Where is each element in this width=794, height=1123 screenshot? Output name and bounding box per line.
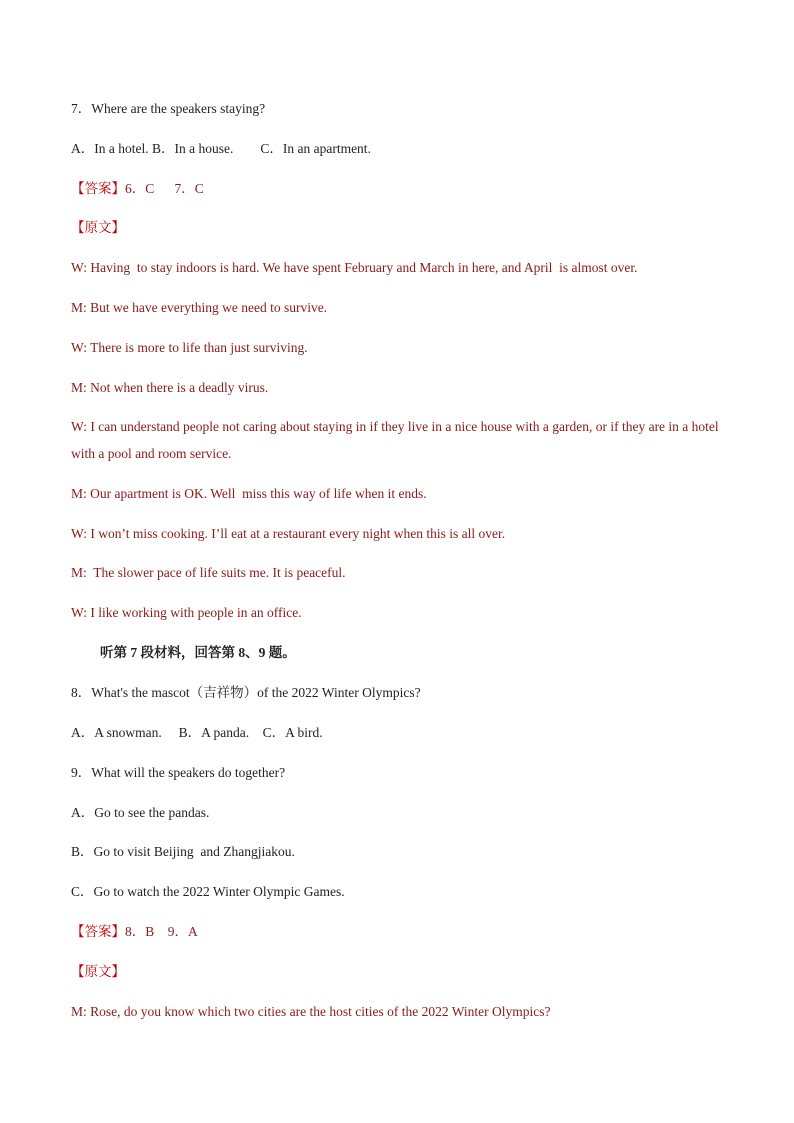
answer-tag: 【答案】 [71, 181, 125, 196]
question-8: 8．What's the mascot（吉祥物）of the 2022 Winter Olympics? [71, 685, 421, 700]
transcript-line: W: Having to stay indoors is hard. We have spent February and March in here, and April is almost over. [71, 260, 638, 275]
answer-line-1 [71, 175, 734, 202]
transcript-line: M: The slower pace of life suits me. It is peaceful. [71, 565, 346, 580]
question-9: 9．What will the speakers do together? [71, 765, 286, 780]
answer-value: 6．C 7．C [125, 181, 204, 196]
transcript-line: W: There is more to life than just surviving. [71, 340, 308, 355]
transcript-line: M: Not when there is a deadly virus. [71, 380, 269, 395]
question-7-options: A．In a hotel. B．In a house. C．In an apartment. [71, 141, 371, 156]
transcript-line: W: I won’t miss cooking. I’ll eat at a restaurant every night when this is all over. [71, 526, 506, 541]
question-7: 7．Where are the speakers staying? [71, 101, 266, 116]
transcript-line: W: I can understand people not caring about staying in if they live in a nice house with a garden, or if they are in a hotel with a pool and room service. [71, 419, 719, 461]
transcript-line: M: Our apartment is OK. Well miss this way of life when it ends. [71, 486, 427, 501]
answer-value: 8．B 9．A [125, 924, 198, 939]
transcript-line: W: I like working with people in an office. [71, 605, 302, 620]
section-heading: 听第 7 段材料，回答第 8、9 题。 [100, 645, 296, 660]
question-9-option-b: B．Go to visit Beijing and Zhangjiakou. [71, 844, 295, 859]
original-tag: 【原文】 [71, 220, 125, 235]
answer-line-2 [71, 918, 734, 945]
question-9-option-a: A．Go to see the pandas. [71, 805, 210, 820]
original-tag: 【原文】 [71, 964, 125, 979]
question-9-option-c: C．Go to watch the 2022 Winter Olympic Games. [71, 884, 345, 899]
answer-tag: 【答案】 [71, 924, 125, 939]
transcript-line: M: But we have everything we need to survive. [71, 300, 328, 315]
transcript-line: M: Rose, do you know which two cities are the host cities of the 2022 Winter Olympics? [71, 1004, 551, 1019]
question-8-options: A．A snowman. B．A panda. C．A bird. [71, 725, 323, 740]
